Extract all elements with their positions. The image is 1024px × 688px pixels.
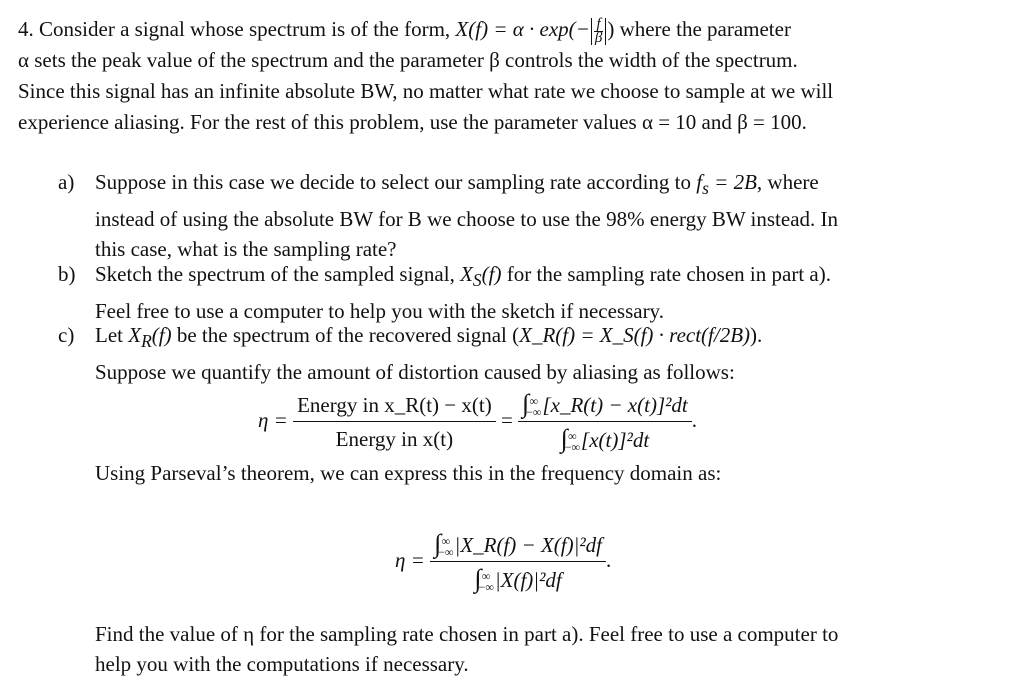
formula-close: ) xyxy=(607,17,615,41)
part-a-body xyxy=(95,167,1005,265)
part-b-line-2: Feel free to use a computer to help you with the sketch if necessary. xyxy=(95,298,664,323)
eta-lhs: η = xyxy=(395,547,425,572)
abs-fraction-numerator: f xyxy=(594,18,603,32)
part-a-line-1 xyxy=(95,167,1005,204)
frequency-denominator xyxy=(430,562,606,594)
integral-ratio-fraction xyxy=(518,390,692,454)
sampled-spectrum-subscript: S xyxy=(472,270,482,291)
part-b-line-1-end: for the sampling rate chosen in part a). xyxy=(506,262,831,286)
part-b-line-1-text: Sketch the spectrum of the sampled signal, xyxy=(95,262,455,286)
equation-period: . xyxy=(606,547,612,572)
part-b-label: b) xyxy=(58,262,76,286)
problem-line-1 xyxy=(18,14,1008,45)
recovered-spectrum-arg: (f) xyxy=(151,323,172,347)
problem-statement xyxy=(18,14,1008,138)
problem-number: 4. xyxy=(18,17,34,41)
part-a-line-2: instead of using the absolute BW for B we choose to use the 98% energy BW instead. In xyxy=(95,206,839,231)
part-a-line-3: this case, what is the sampling rate? xyxy=(95,237,397,262)
part-c-label: c) xyxy=(58,323,75,347)
part-b-body xyxy=(95,259,1005,326)
equals-sign: = xyxy=(500,407,513,432)
problem-intro-2: where the parameter xyxy=(619,17,791,41)
part-a-label: a) xyxy=(58,170,75,194)
part-a-line-1-text: Suppose in this case we decide to select our sampling rate according to xyxy=(95,170,691,194)
frequency-ratio-fraction xyxy=(430,530,606,594)
integral-upper-limit: ∞ xyxy=(441,534,451,549)
integral-limits xyxy=(479,571,494,593)
spectrum-formula: X(f) = α · exp(− xyxy=(455,17,590,41)
integral-denominator xyxy=(518,422,692,454)
integral-lower-limit: −∞ xyxy=(438,545,454,560)
abs-fraction xyxy=(591,15,606,46)
integral-lower-limit: −∞ xyxy=(478,580,494,595)
equation-period: . xyxy=(691,407,697,432)
energy-ratio-denominator: Energy in x(t) xyxy=(335,427,454,451)
recovered-spectrum-subscript: R xyxy=(141,331,152,352)
energy-ratio-numerator: Energy in x_R(t) − x(t) xyxy=(293,391,496,422)
distortion-equation-time xyxy=(258,390,697,454)
integral-lower-limit: −∞ xyxy=(564,440,581,455)
integral-lower-limit: −∞ xyxy=(526,405,542,420)
problem-intro: Consider a signal whose spectrum is of the form, xyxy=(39,17,451,41)
frequency-denominator-expr: |X(f)|²df xyxy=(494,568,562,592)
integral-sign: ∫ xyxy=(560,424,568,453)
integral-sign: ∫ xyxy=(522,389,530,418)
distortion-equation-frequency xyxy=(395,530,611,594)
problem-line-2: α sets the peak value of the spectrum and the parameter β controls the width of the spectrum. xyxy=(18,48,798,72)
energy-ratio-fraction xyxy=(293,391,496,453)
integral-limits xyxy=(565,431,580,453)
part-c-line-2: Suppose we quantify the amount of distortion caused by aliasing as follows: xyxy=(95,359,735,384)
frequency-numerator-expr: |X_R(f) − X(f)|²df xyxy=(454,533,603,557)
abs-fraction-denominator: β xyxy=(594,29,603,46)
eta-lhs: η = xyxy=(258,407,288,432)
integral-limits xyxy=(438,536,453,558)
integral-upper-limit: ∞ xyxy=(481,569,491,584)
part-c-line-1-mid: be the spectrum of the recovered signal ( xyxy=(176,323,520,347)
problem-line-4: experience aliasing. For the rest of this problem, use the parameter values α = 10 and β = 100. xyxy=(18,110,807,134)
part-c-line-1-text: Let xyxy=(95,323,123,347)
integral-sign: ∫ xyxy=(474,564,482,593)
final-question-line-2: help you with the computations if necessary. xyxy=(95,652,469,676)
problem-line-3: Since this signal has an infinite absolute BW, no matter what rate we choose to sample at we will xyxy=(18,79,834,103)
final-question-line-1: Find the value of η for the sampling rate chosen in part a). Feel free to use a computer to xyxy=(95,622,839,646)
part-b-line-1 xyxy=(95,259,1005,296)
parseval-statement: Using Parseval’s theorem, we can express this in the frequency domain as: xyxy=(95,461,722,485)
recovered-spectrum-symbol: X xyxy=(128,323,142,347)
recovery-formula: X_R(f) = X_S(f) · rect(f/2B) xyxy=(519,323,751,347)
part-c-line-1-end: ). xyxy=(750,323,763,347)
sampling-rate-symbol: f xyxy=(696,170,703,194)
integral-sign: ∫ xyxy=(434,529,442,558)
integral-numerator xyxy=(518,390,692,422)
sampled-spectrum-symbol: X xyxy=(460,262,473,286)
integral-numerator-expr: [x_R(t) − x(t)]²dt xyxy=(542,393,688,417)
sampling-rate-subscript: s xyxy=(702,178,709,199)
part-c-line-1 xyxy=(95,320,1005,357)
frequency-numerator xyxy=(430,530,606,562)
part-c-body xyxy=(95,320,1005,387)
integral-upper-limit: ∞ xyxy=(568,429,577,444)
integral-limits xyxy=(526,396,541,418)
part-a-line-1-end: , where xyxy=(756,170,819,194)
integral-denominator-expr: [x(t)]²dt xyxy=(581,428,650,452)
integral-upper-limit: ∞ xyxy=(529,394,539,409)
sampled-spectrum-arg: (f) xyxy=(481,262,502,286)
sampling-rate-eq: = 2B xyxy=(708,170,757,194)
